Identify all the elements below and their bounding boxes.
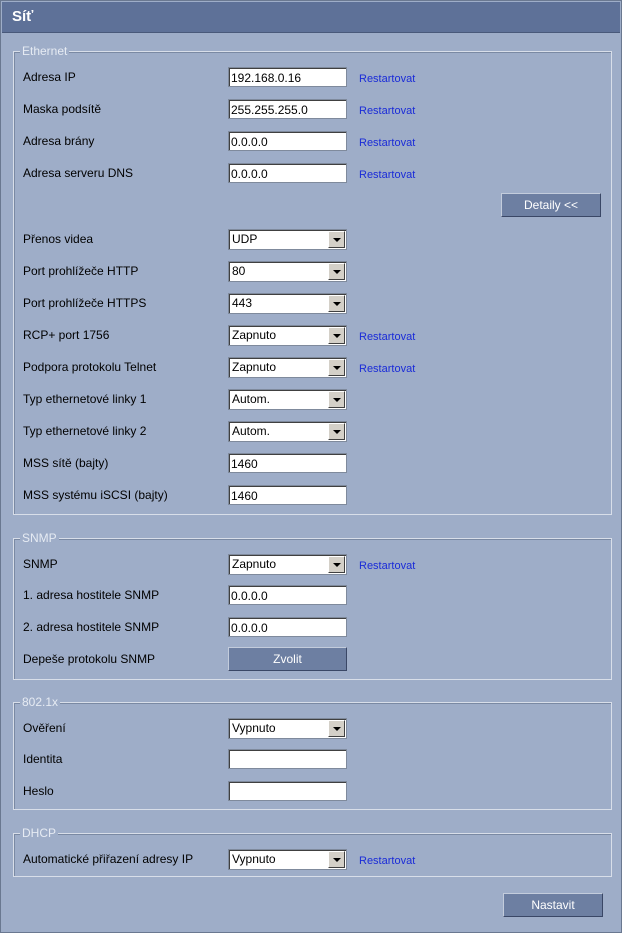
dropdown-arrow-icon[interactable] (328, 263, 345, 280)
password-label: Heslo (23, 784, 54, 798)
mss-row (14, 453, 611, 475)
details-button[interactable]: Detaily << (501, 193, 601, 217)
dhcp-auto-value: Vypnuto (232, 852, 276, 866)
link1-select[interactable] (228, 389, 347, 410)
dns-input[interactable] (228, 163, 347, 183)
dhcp-restart-link[interactable]: Restartovat (359, 855, 416, 867)
rcp-restart-link[interactable]: Restartovat (359, 331, 416, 343)
video-transmission-label: Přenos videa (23, 232, 94, 246)
ethernet-section (13, 44, 612, 515)
dropdown-arrow-icon[interactable] (328, 423, 345, 440)
link1-label: Typ ethernetové linky 1 (23, 392, 147, 406)
identity-input[interactable] (228, 749, 347, 769)
snmp-host1-row (14, 585, 611, 607)
dhcp-auto-select[interactable] (228, 849, 347, 870)
http-port-select[interactable] (228, 261, 347, 282)
http-port-row (14, 261, 611, 283)
iscsi-mss-input[interactable] (228, 485, 347, 505)
dot1x-legend: 802.1x (22, 695, 59, 709)
dropdown-arrow-icon[interactable] (328, 231, 345, 248)
snmp-traps-select-button[interactable]: Zvolit (228, 647, 347, 671)
link2-value: Autom. (232, 424, 271, 438)
snmp-label: SNMP (23, 557, 58, 571)
snmp-row (14, 554, 611, 576)
mss-input[interactable] (228, 453, 347, 473)
gateway-row (14, 131, 611, 153)
snmp-host2-input[interactable] (228, 617, 347, 637)
snmp-traps-row (14, 649, 611, 671)
snmp-host2-label: 2. adresa hostitele SNMP (23, 620, 160, 634)
subnet-mask-row (14, 99, 611, 121)
dropdown-arrow-icon[interactable] (328, 851, 345, 868)
password-row (14, 781, 611, 803)
link2-select[interactable] (228, 421, 347, 442)
mask-restart-link[interactable]: Restartovat (359, 105, 416, 117)
https-port-select[interactable] (228, 293, 347, 314)
dhcp-auto-row (14, 849, 611, 871)
link1-row (14, 389, 611, 411)
dropdown-arrow-icon[interactable] (328, 391, 345, 408)
dropdown-arrow-icon[interactable] (328, 359, 345, 376)
telnet-value: Zapnuto (232, 360, 277, 374)
ip-address-label: Adresa IP (23, 70, 76, 84)
dropdown-arrow-icon[interactable] (328, 720, 345, 737)
auth-row (14, 718, 611, 740)
link1-value: Autom. (232, 392, 271, 406)
snmp-host1-label: 1. adresa hostitele SNMP (23, 588, 160, 602)
gateway-label: Adresa brány (23, 134, 95, 148)
https-port-value: 443 (232, 296, 253, 310)
ip-restart-link[interactable]: Restartovat (359, 73, 416, 85)
iscsi-mss-label: MSS systému iSCSI (bajty) (23, 488, 168, 502)
video-transmission-row (14, 229, 611, 251)
identity-label: Identita (23, 752, 63, 766)
snmp-select[interactable] (228, 554, 347, 575)
ip-address-input[interactable] (228, 67, 347, 87)
ip-address-row (14, 67, 611, 89)
link2-label: Typ ethernetové linky 2 (23, 424, 147, 438)
password-input[interactable] (228, 781, 347, 801)
title-bar (2, 2, 620, 33)
dhcp-legend: DHCP (22, 826, 57, 840)
ethernet-legend: Ethernet (22, 44, 68, 58)
dns-row (14, 163, 611, 185)
dns-restart-link[interactable]: Restartovat (359, 169, 416, 181)
snmp-traps-label: Depeše protokolu SNMP (23, 652, 156, 666)
snmp-restart-link[interactable]: Restartovat (359, 560, 416, 572)
snmp-section (13, 531, 612, 680)
http-port-label: Port prohlížeče HTTP (23, 264, 139, 278)
dns-label: Adresa serveru DNS (23, 166, 134, 180)
mss-label: MSS sítě (bajty) (23, 456, 109, 470)
rcp-port-label: RCP+ port 1756 (23, 328, 110, 342)
dropdown-arrow-icon[interactable] (328, 556, 345, 573)
link2-row (14, 421, 611, 443)
dropdown-arrow-icon[interactable] (328, 327, 345, 344)
rcp-port-row (14, 325, 611, 347)
snmp-host2-row (14, 617, 611, 639)
dhcp-auto-label: Automatické přiřazení adresy IP (23, 852, 194, 866)
telnet-select[interactable] (228, 357, 347, 378)
auth-label: Ověření (23, 721, 66, 735)
https-port-label: Port prohlížeče HTTPS (23, 296, 147, 310)
dropdown-arrow-icon[interactable] (328, 295, 345, 312)
subnet-mask-input[interactable] (228, 99, 347, 119)
identity-row (14, 749, 611, 771)
dhcp-section (13, 826, 612, 877)
iscsi-mss-row (14, 485, 611, 507)
https-port-row (14, 293, 611, 315)
telnet-restart-link[interactable]: Restartovat (359, 363, 416, 375)
http-port-value: 80 (232, 264, 246, 278)
auth-select[interactable] (228, 718, 347, 739)
snmp-host1-input[interactable] (228, 585, 347, 605)
rcp-port-value: Zapnuto (232, 328, 277, 342)
telnet-label: Podpora protokolu Telnet (23, 360, 157, 374)
gateway-input[interactable] (228, 131, 347, 151)
rcp-port-select[interactable] (228, 325, 347, 346)
video-transmission-select[interactable] (228, 229, 347, 250)
auth-value: Vypnuto (232, 721, 276, 735)
snmp-value: Zapnuto (232, 557, 277, 571)
telnet-row (14, 357, 611, 379)
subnet-mask-label: Maska podsítě (23, 102, 102, 116)
video-transmission-value: UDP (232, 232, 258, 246)
gateway-restart-link[interactable]: Restartovat (359, 137, 416, 149)
snmp-legend: SNMP (22, 531, 57, 545)
set-button[interactable]: Nastavit (503, 893, 603, 917)
page-title: Síť (12, 8, 34, 25)
dot1x-section (13, 695, 612, 810)
